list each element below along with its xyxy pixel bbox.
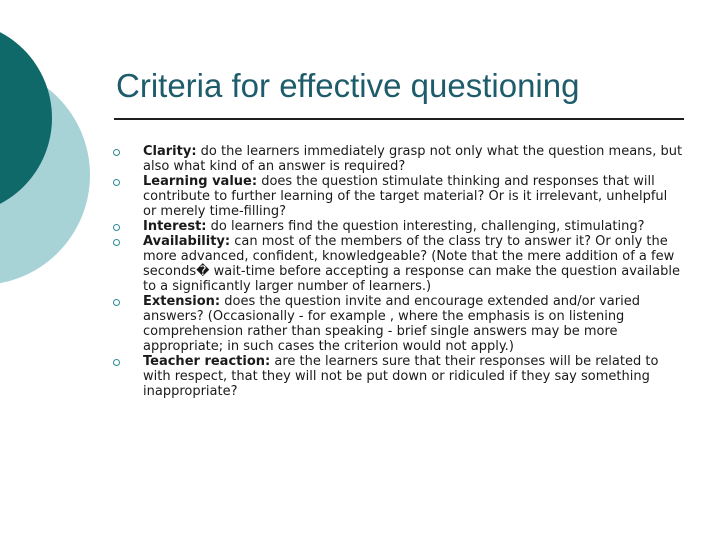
list-item-extension bbox=[113, 294, 683, 354]
criterion-text: do the learners immediately grasp not only what the question means, but also what kind of an answer is required? bbox=[143, 144, 683, 174]
slide-title: Criteria for effective questioning bbox=[116, 67, 580, 104]
criterion-term: Teacher reaction: bbox=[143, 354, 271, 369]
circle-bullet-icon bbox=[113, 359, 120, 366]
criterion-text: do learners find the question interesting, challenging, stimulating? bbox=[206, 219, 645, 234]
criterion-term: Clarity: bbox=[143, 144, 197, 159]
circle-bullet-icon bbox=[113, 149, 120, 156]
criteria-list bbox=[113, 144, 683, 399]
list-item-clarity bbox=[113, 144, 683, 174]
circle-bullet-icon bbox=[113, 224, 120, 231]
criterion-text: can most of the members of the class try to answer it? Or only the more advanced, confident, knowledgeable? (Note that the mere addition of a few seconds� wait-time before accepting a response can make the question available to a significantly larger number of learners.) bbox=[143, 234, 680, 294]
criterion-term: Availability: bbox=[143, 234, 231, 249]
list-item-learning-value bbox=[113, 174, 683, 219]
criterion-text: does the question invite and encourage extended and/or varied answers? (Occasionally - for example , where the emphasis is on listening comprehension rather than speaking - brief single answers may be more appropriate; in such cases the criterion would not apply.) bbox=[143, 294, 640, 354]
criterion-term: Learning value: bbox=[143, 174, 258, 189]
criterion-term: Extension: bbox=[143, 294, 221, 309]
criterion-text: does the question stimulate thinking and responses that will contribute to further learning of the target material? Or is it irrelevant, unhelpful or merely time-filling? bbox=[143, 174, 668, 219]
criterion-term: Interest: bbox=[143, 219, 207, 234]
title-divider bbox=[114, 118, 684, 120]
list-item-interest bbox=[113, 219, 683, 234]
list-item-availability bbox=[113, 234, 683, 294]
circle-bullet-icon bbox=[113, 179, 120, 186]
criterion-text: are the learners sure that their responses will be related to with respect, that they will not be put down or ridiculed if they say something inappropriate? bbox=[143, 354, 659, 399]
list-item-teacher-reaction bbox=[113, 354, 683, 399]
circle-bullet-icon bbox=[113, 299, 120, 306]
circle-bullet-icon bbox=[113, 239, 120, 246]
